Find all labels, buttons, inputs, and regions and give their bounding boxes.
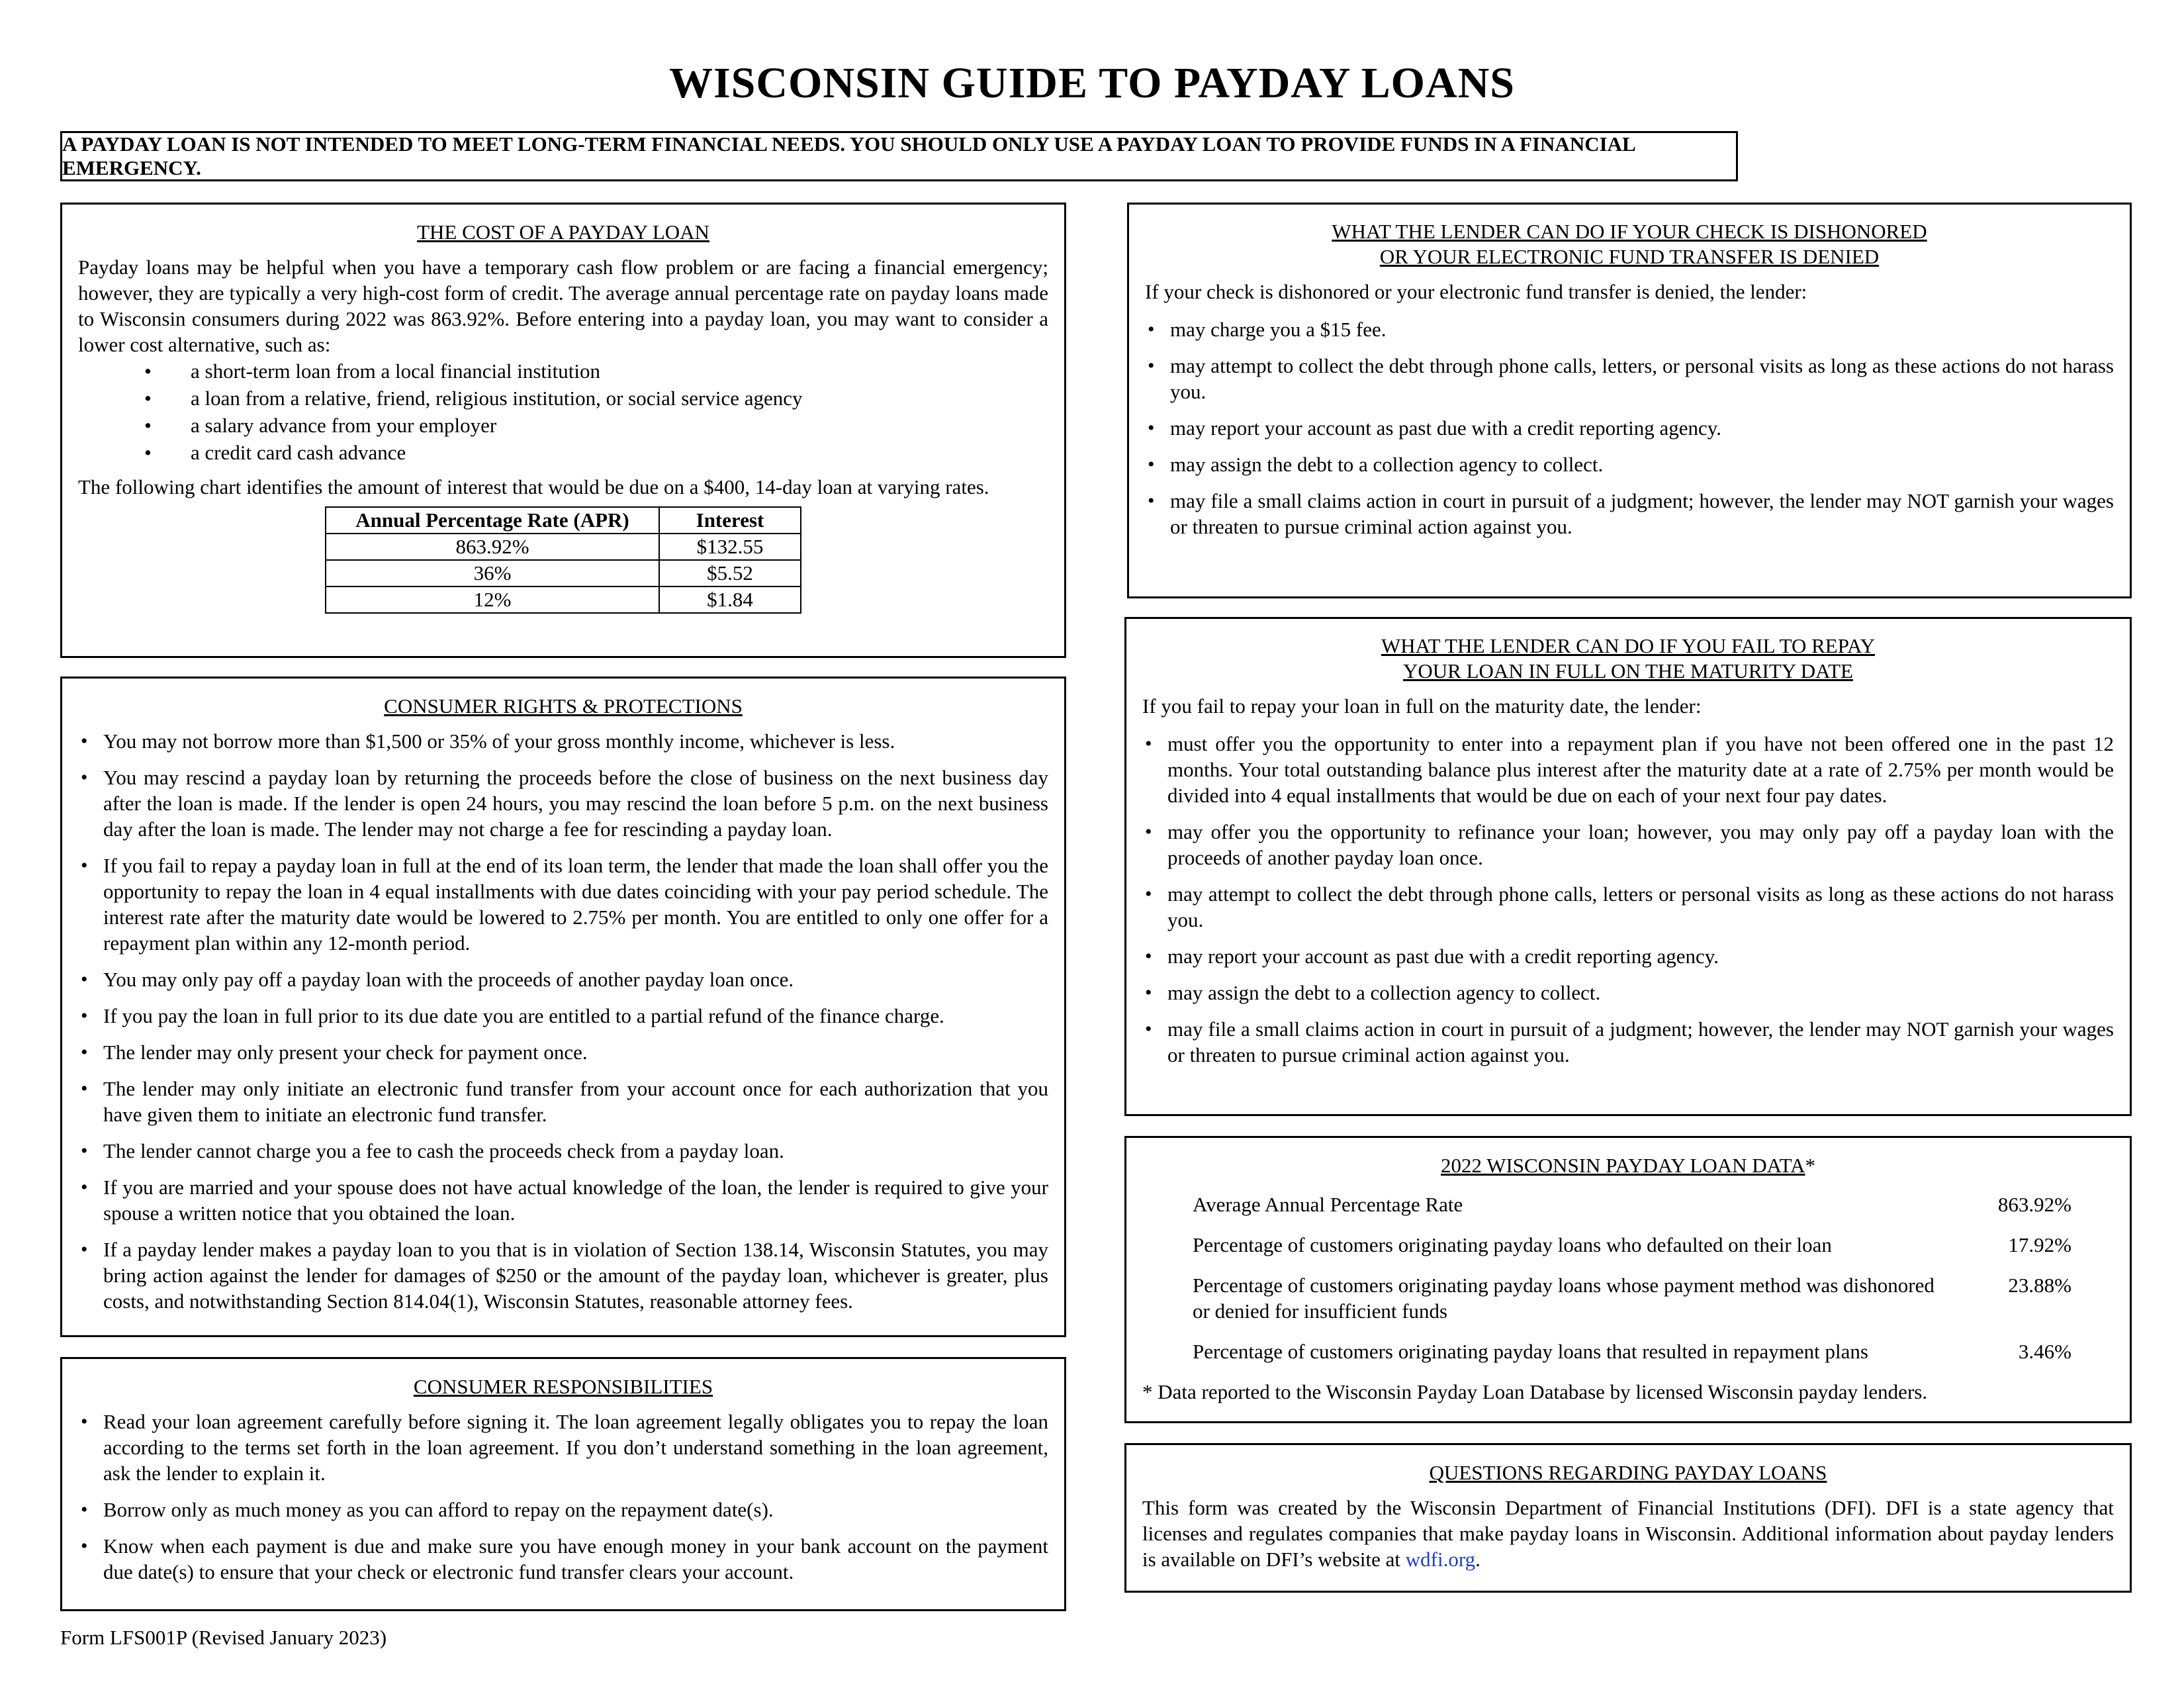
table-row	[326, 560, 801, 586]
footnote-mark: *	[1805, 1154, 1815, 1177]
list-item: • You may only pay off a payday loan with the proceeds of another payday loan once.	[78, 966, 1048, 992]
list-item: • may report your account as past due with a credit reporting agency.	[1145, 415, 2114, 441]
fail-heading	[1142, 633, 2114, 684]
table-cell: $1.84	[659, 586, 801, 613]
list-item: • Read your loan agreement carefully before signing it. The loan agreement legally obligates you to repay the loan according to the terms set forth in the loan agreement. If you don’t understand something in the loan agreement, ask the lender to explain it.	[78, 1409, 1048, 1486]
fail-heading-line1: WHAT THE LENDER CAN DO IF YOU FAIL TO REPAY	[1381, 634, 1876, 657]
list-item: • If you fail to repay a payday loan in full at the end of its loan term, the lender that made the loan shall offer you the opportunity to repay the loan in 4 equal installments with due dates coinciding with your pay period schedule. The interest rate after the maturity date would be lowered to 2.75% per month. You are entitled to only one offer for a repayment plan within any 12-month period.	[78, 853, 1048, 956]
dishonored-list	[1145, 316, 2114, 539]
responsibilities-heading: CONSUMER RESPONSIBILITIES	[413, 1375, 713, 1398]
list-item: • a credit card cash advance	[144, 439, 1048, 466]
form-footer: Form LFS001P (Revised January 2023)	[60, 1626, 387, 1649]
alternatives-list	[78, 357, 1048, 466]
interest-column-header: Interest	[659, 507, 801, 534]
dishonored-heading-line1: WHAT THE LENDER CAN DO IF YOUR CHECK IS DISHONORED	[1332, 220, 1927, 243]
table-cell: 36%	[326, 560, 659, 586]
list-item: • may attempt to collect the debt through phone calls, letters or personal visits as long as these actions do not harass you.	[1142, 881, 2114, 933]
loan-data-heading	[1142, 1152, 2114, 1178]
table-row	[326, 534, 801, 560]
apr-column-header: Annual Percentage Rate (APR)	[326, 507, 659, 534]
list-item: • You may not borrow more than $1,500 or 35% of your gross monthly income, whichever is less.	[78, 728, 1048, 754]
list-item: • The lender may only present your check for payment once.	[78, 1039, 1048, 1065]
stat-label: Percentage of customers originating payday loans who defaulted on their loan	[1193, 1233, 1832, 1256]
questions-text	[1142, 1495, 2114, 1572]
stat-label: Average Annual Percentage Rate	[1193, 1193, 1463, 1216]
stat-value: 863.92%	[1997, 1193, 2071, 1216]
page-title: WISCONSIN GUIDE TO PAYDAY LOANS	[668, 59, 1515, 107]
list-item: • may attempt to collect the debt through phone calls, letters, or personal visits as long as these actions do not harass you.	[1145, 353, 2114, 404]
list-item: • may charge you a $15 fee.	[1145, 316, 2114, 342]
dishonored-intro: If your check is dishonored or your electronic fund transfer is denied, the lender:	[1145, 280, 1807, 303]
loan-data-heading-text: 2022 WISCONSIN PAYDAY LOAN DATA	[1441, 1154, 1805, 1177]
rights-list	[78, 728, 1048, 1314]
list-item: • Know when each payment is due and make sure you have enough money in your bank account on the payment due date(s) to ensure that your check or electronic fund transfer clears your account.	[78, 1533, 1048, 1585]
list-item: • must offer you the opportunity to enter into a repayment plan if you have not been offered one in the past 12 months. Your total outstanding balance plus interest after the maturity date at a rate of 2.75% per month would be divided into 4 equal installments that would be due on each of your next four pay dates.	[1142, 731, 2114, 808]
stat-value: 3.46%	[2018, 1340, 2071, 1363]
cost-section	[60, 203, 1066, 658]
stat-row	[1142, 1192, 2114, 1217]
table-cell: $5.52	[659, 560, 801, 586]
warning-banner: A PAYDAY LOAN IS NOT INTENDED TO MEET LONG-TERM FINANCIAL NEEDS. YOU SHOULD ONLY USE A PAYDAY LOAN TO PROVIDE FUNDS IN A FINANCIAL EMERGENCY.	[60, 131, 1738, 181]
stat-value: 17.92%	[2008, 1233, 2071, 1256]
questions-section	[1124, 1443, 2132, 1593]
stat-row	[1142, 1232, 2114, 1258]
dfi-website-link[interactable]: wdfi.org	[1405, 1548, 1476, 1571]
list-item: • may file a small claims action in court in pursuit of a judgment; however, the lender may NOT garnish your wages or threaten to pursue criminal action against you.	[1145, 488, 2114, 539]
list-item: • a salary advance from your employer	[144, 412, 1048, 439]
stat-label: Percentage of customers originating payday loans that resulted in repayment plans	[1193, 1340, 1868, 1363]
questions-body: This form was created by the Wisconsin Department of Financial Institutions (DFI). DFI is a state agency that licenses and regulates companies that make payday loans in Wisconsin. Additional information about payday lenders is available on DFI’s website at	[1142, 1496, 2114, 1571]
list-item: • If a payday lender makes a payday loan to you that is in violation of Section 138.14, Wisconsin Statutes, you may bring action against the lender for damages of $250 or the amount of the payday loan, whichever is greater, plus costs, and notwithstanding Section 814.04(1), Wisconsin Statutes, reasonable attorney fees.	[78, 1237, 1048, 1314]
fail-heading-line2: YOUR LOAN IN FULL ON THE MATURITY DATE	[1403, 659, 1853, 682]
rights-section	[60, 677, 1066, 1337]
table-row	[326, 586, 801, 613]
fail-intro: If you fail to repay your loan in full on the maturity date, the lender:	[1142, 694, 1702, 718]
stat-row	[1142, 1338, 2114, 1364]
responsibilities-section	[60, 1357, 1066, 1611]
table-cell: $132.55	[659, 534, 801, 560]
list-item: • may offer you the opportunity to refinance your loan; however, you may only pay off a payday loan with the proceeds of another payday loan once.	[1142, 819, 2114, 870]
list-item: • a loan from a relative, friend, religious institution, or social service agency	[144, 385, 1048, 412]
list-item: • may assign the debt to a collection agency to collect.	[1142, 980, 2114, 1006]
chart-intro: The following chart identifies the amount of interest that would be due on a $400, 14-day loan at varying rates.	[78, 475, 989, 498]
fail-to-repay-section	[1124, 617, 2132, 1116]
list-item: • The lender may only initiate an electronic fund transfer from your account once for each authorization that you have given them to initiate an electronic fund transfer.	[78, 1076, 1048, 1127]
questions-heading: QUESTIONS REGARDING PAYDAY LOANS	[1429, 1461, 1827, 1484]
responsibilities-list	[78, 1409, 1048, 1585]
stat-value: 23.88%	[2008, 1274, 2071, 1297]
dishonored-heading	[1145, 219, 2114, 269]
dishonored-section	[1127, 203, 2132, 598]
table-cell: 863.92%	[326, 534, 659, 560]
data-footnote: * Data reported to the Wisconsin Payday Loan Database by licensed Wisconsin payday lenders.	[1142, 1380, 1928, 1403]
list-item: • Borrow only as much money as you can afford to repay on the repayment date(s).	[78, 1497, 1048, 1523]
list-item: • The lender cannot charge you a fee to cash the proceeds check from a payday loan.	[78, 1138, 1048, 1164]
cost-heading: THE COST OF A PAYDAY LOAN	[417, 220, 709, 244]
list-item: • may report your account as past due with a credit reporting agency.	[1142, 943, 2114, 969]
stat-row	[1142, 1272, 2114, 1324]
stat-label: Percentage of customers originating payday loans whose payment method was dishonored or denied for insufficient funds	[1193, 1274, 1934, 1323]
list-item: • a short-term loan from a local financial institution	[144, 357, 1048, 385]
list-item: • You may rescind a payday loan by returning the proceeds before the close of business on the next business day after the loan is made. If the lender is open 24 hours, you may rescind the loan before 5 p.m. on the next business day after the loan is made. The lender may not charge a fee for rescinding a payday loan.	[78, 765, 1048, 842]
list-item: • may assign the debt to a collection agency to collect.	[1145, 451, 2114, 477]
loan-data-section	[1124, 1136, 2132, 1423]
table-header-row	[326, 507, 801, 534]
list-item: • may file a small claims action in court in pursuit of a judgment; however, the lender may NOT garnish your wages or threaten to pursue criminal action against you.	[1142, 1016, 2114, 1068]
interest-table	[325, 506, 801, 614]
dishonored-heading-line2: OR YOUR ELECTRONIC FUND TRANSFER IS DENIED	[1379, 245, 1880, 268]
cost-intro: Payday loans may be helpful when you have a temporary cash flow problem or are facing a financial emergency; however, they are typically a very high-cost form of credit. The average annual percentage rate on payday loans made to Wisconsin consumers during 2022 was 863.92%. Before entering into a payday loan, you may want to consider a lower cost alternative, such as:	[78, 256, 1048, 356]
questions-end: .	[1475, 1548, 1480, 1571]
rights-heading: CONSUMER RIGHTS & PROTECTIONS	[384, 694, 743, 718]
list-item: • If you pay the loan in full prior to its due date you are entitled to a partial refund of the finance charge.	[78, 1003, 1048, 1029]
fail-list	[1142, 731, 2114, 1068]
list-item: • If you are married and your spouse does not have actual knowledge of the loan, the lender is required to give your spouse a written notice that you obtained the loan.	[78, 1174, 1048, 1226]
table-cell: 12%	[326, 586, 659, 613]
